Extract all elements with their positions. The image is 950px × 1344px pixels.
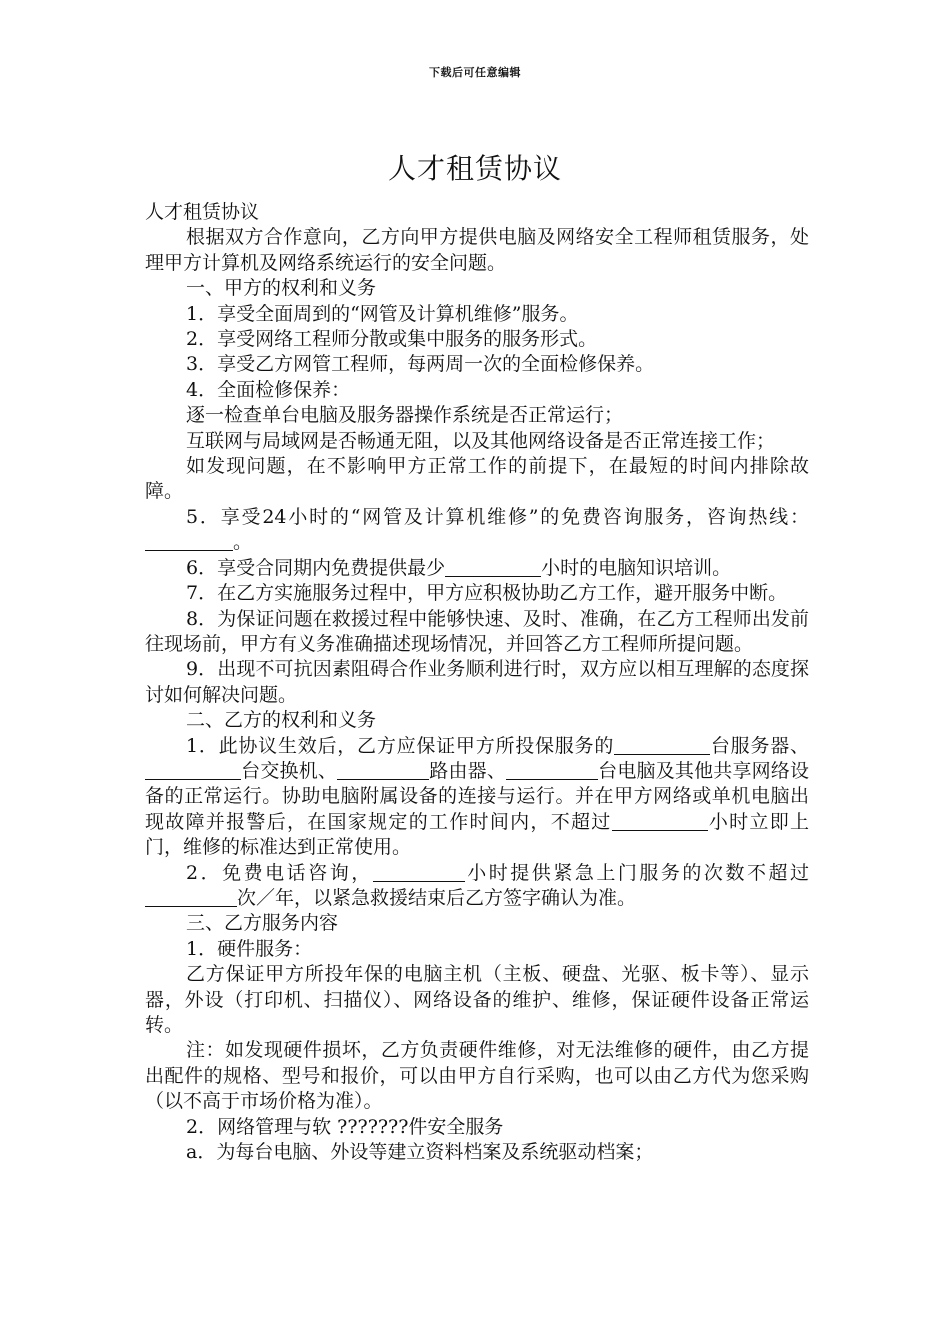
section-1-item-9: 9．出现不可抗因素阻碍合作业务顺利进行时，双方应以相互理解的态度探讨如何解决问题。 (145, 658, 809, 706)
section-3-item-2-a: a．为每台电脑、外设等建立资料档案及系统驱动档案； (186, 1141, 654, 1164)
document-title: 人才租赁协议 (387, 151, 562, 185)
section-1-item-5 (145, 505, 809, 556)
item-2-1-switches: 台交换机、 (241, 759, 338, 782)
item-2-2-text: 2．免费电话咨询， (186, 861, 373, 884)
section-2-item-2 (145, 861, 809, 912)
item-5-text: 5．享受24小时的“网管及计算机维修”的免费咨询服务，咨询热线： (186, 505, 809, 528)
section-3-item-1: 1．硬件服务： (186, 937, 313, 960)
server-count-blank (614, 735, 710, 755)
section-2-heading: 二、乙方的权利和义务 (186, 709, 377, 732)
section-3-heading: 三、乙方服务内容 (186, 912, 339, 935)
section-1-item-8: 8．为保证问题在救援过程中能够快速、及时、准确，在乙方工程师出发前往现场前，甲方有义务准确描述现场情况，并回答乙方工程师所提问题。 (145, 607, 809, 655)
section-1-item-1: 1．享受全面周到的“网管及计算机维修”服务。 (186, 302, 579, 325)
section-1-item-2: 2．享受网络工程师分散或集中服务的服务形式。 (186, 328, 598, 351)
section-1-item-4-check-os: 逐一检查单台电脑及服务器操作系统是否正常运行； (186, 404, 624, 427)
item-2-1-end: 小时立即上门，维修的标准达到正常使用。 (145, 810, 809, 859)
section-1-heading: 一、甲方的权利和义务 (186, 277, 377, 300)
phone-hours-blank (373, 862, 465, 882)
section-1-item-4: 4．全面检修保养： (186, 378, 351, 401)
visit-count-blank (145, 887, 237, 907)
pc-count-blank (506, 760, 598, 780)
item-2-1-servers: 台服务器、 (710, 734, 809, 757)
header-note: 下载后可任意编辑 (429, 66, 521, 79)
item-6-text: 6．享受合同期内免费提供最少 (186, 556, 446, 579)
training-hours-blank (445, 557, 541, 577)
item-2-2-mid: 小时提供紧急上门服务的次数不超过 (464, 861, 809, 884)
response-hours-blank (612, 811, 708, 831)
item-2-2-end: 次／年，以紧急救援结束后乙方签字确认为准。 (237, 886, 637, 909)
item-2-1-text: 1．此协议生效后，乙方应保证甲方所投保服务的 (186, 734, 615, 757)
section-1-item-3: 3．享受乙方网管工程师，每两周一次的全面检修保养。 (186, 353, 655, 376)
item-2-1-pcs: 台电脑及其他共享网络设备的正常运行。协助电脑附属设备的连接与运行。并在甲方网络或单机电脑出现故障并报警后，在国家规定的工作时间内，不超过 (145, 759, 809, 833)
switch-count-blank (145, 760, 241, 780)
hotline-blank (145, 531, 233, 551)
document-body (145, 200, 809, 1165)
router-count-blank (337, 760, 429, 780)
intro-paragraph: 根据双方合作意向，乙方向甲方提供电脑及网络安全工程师租赁服务，处理甲方计算机及网络系统运行的安全问题。 (145, 226, 809, 274)
document-subtitle: 人才租赁协议 (145, 201, 260, 223)
section-3-note: 注：如发现硬件损坏，乙方负责硬件维修，对无法维修的硬件，由乙方提出配件的规格、型号和报价，可以由甲方自行采购，也可以由乙方代为您采购（以不高于市场价格为准）。 (145, 1039, 809, 1113)
section-3-item-2: 2．网络管理与软 ???????件安全服务 (186, 1115, 504, 1138)
section-1-item-4-fix-issues: 如发现问题，在不影响甲方正常工作的前提下，在最短的时间内排除故障。 (145, 455, 809, 503)
item-6-end: 小时的电脑知识培训。 (541, 556, 732, 579)
section-1-item-6 (145, 556, 809, 581)
item-5-end: 。 (233, 531, 253, 554)
section-2-item-1 (145, 734, 809, 861)
section-3-item-1-detail: 乙方保证甲方所投年保的电脑主机（主板、硬盘、光驱、板卡等）、显示器，外设（打印机、扫描仪）、网络设备的维护、维修，保证硬件设备正常运转。 (145, 963, 809, 1036)
section-1-item-4-check-network: 互联网与局域网是否畅通无阻，以及其他网络设备是否正常连接工作； (186, 429, 776, 452)
item-2-1-routers: 路由器、 (429, 759, 506, 782)
section-1-item-7: 7．在乙方实施服务过程中，甲方应积极协助乙方工作，避开服务中断。 (186, 582, 788, 605)
